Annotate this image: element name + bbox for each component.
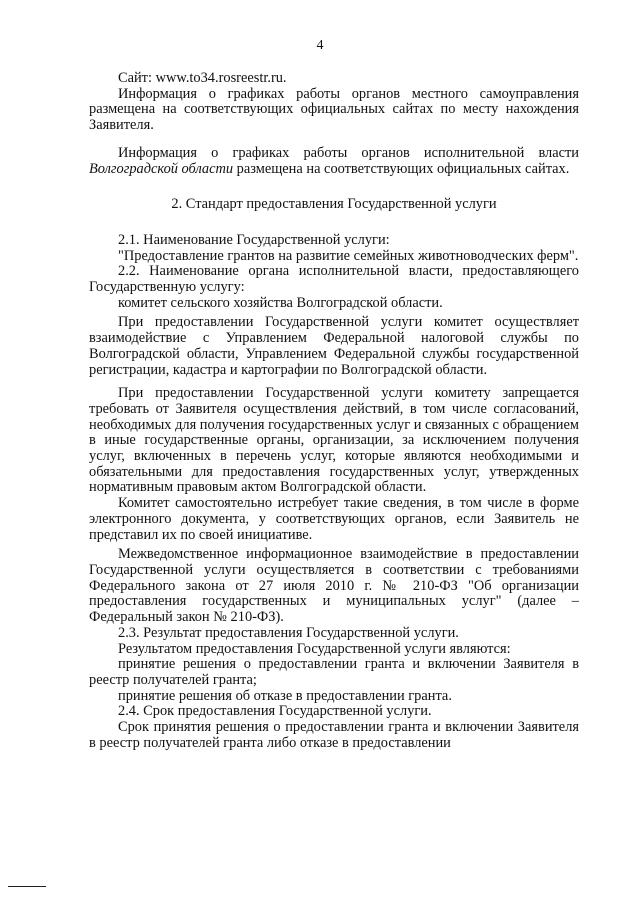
paragraph: принятие решения об отказе в предоставлении гранта. — [118, 687, 452, 704]
paragraph: принятие решения о предоставлении гранта и включении Заявителя в реестр получателей гранта; — [89, 656, 579, 688]
paragraph: 2.2. Наименование органа исполнительной власти, предоставляющего Государственную услугу: — [89, 263, 579, 296]
paragraph: 2.3. Результат предоставления Государственной услуги. — [118, 624, 459, 641]
paragraph: При предоставлении Государственной услуги комитету запрещается требовать от Заявителя осуществления действий, в том числе согласований, необходимых для получения государственных услуг и связанных с обращением в иные государственные органы, организации, за исключением получения услуг, включенных в перечень услуг, которые являются необходимыми и обязательными для предоставления государственных услуг, утвержденных нормативным правовым актом Волгоградской области. — [89, 385, 580, 496]
paragraph: комитет сельского хозяйства Волгоградской области. — [118, 294, 443, 311]
paragraph: "Предоставление грантов на развитие семейных животноводческих ферм". — [118, 247, 579, 264]
footnote-rule — [8, 886, 46, 887]
paragraph: 2.1. Наименование Государственной услуги: — [118, 231, 390, 248]
paragraph: Информация о графиках работы органов исполнительной власти Волгоградской области размещена на соответствующих официальных сайтах. — [89, 144, 579, 177]
paragraph: При предоставлении Государственной услуги комитет осуществляет взаимодействие с Управлением Федеральной налоговой службы по Волгоградской области, Управлением Федеральной службы государственной регистрации, кадастра и картографии по Волгоградской области. — [89, 314, 579, 378]
paragraph: Комитет самостоятельно истребует такие сведения, в том числе в форме электронного документа, у соответствующих органов, если Заявитель не представил их по своей инициативе. — [89, 495, 579, 543]
paragraph: Межведомственное информационное взаимодействие в предоставлении Государственной услуги осуществляется в соответствии с требованиями Федерального закона от 27 июля 2010 г. № 210-ФЗ "Об организации предоставления государственных и муниципальных услуг" (далее – Федеральный закон № 210-ФЗ). — [89, 546, 579, 626]
paragraph: Срок принятия решения о предоставлении гранта и включении Заявителя в реестр получателей гранта либо отказе в предоставлении — [89, 719, 579, 751]
page-number: 4 — [316, 38, 324, 53]
section-heading: 2. Стандарт предоставления Государственной услуги — [171, 196, 497, 213]
paragraph: 2.4. Срок предоставления Государственной услуги. — [118, 703, 432, 720]
paragraph: Сайт: www.to34.rosreestr.ru. — [118, 70, 287, 86]
document-body — [89, 71, 579, 751]
paragraph: Информация о графиках работы органов местного самоуправления размещена на соответствующих официальных сайтах по месту нахождения Заявителя. — [89, 85, 579, 134]
paragraph: Результатом предоставления Государственной услуги являются: — [118, 640, 511, 657]
